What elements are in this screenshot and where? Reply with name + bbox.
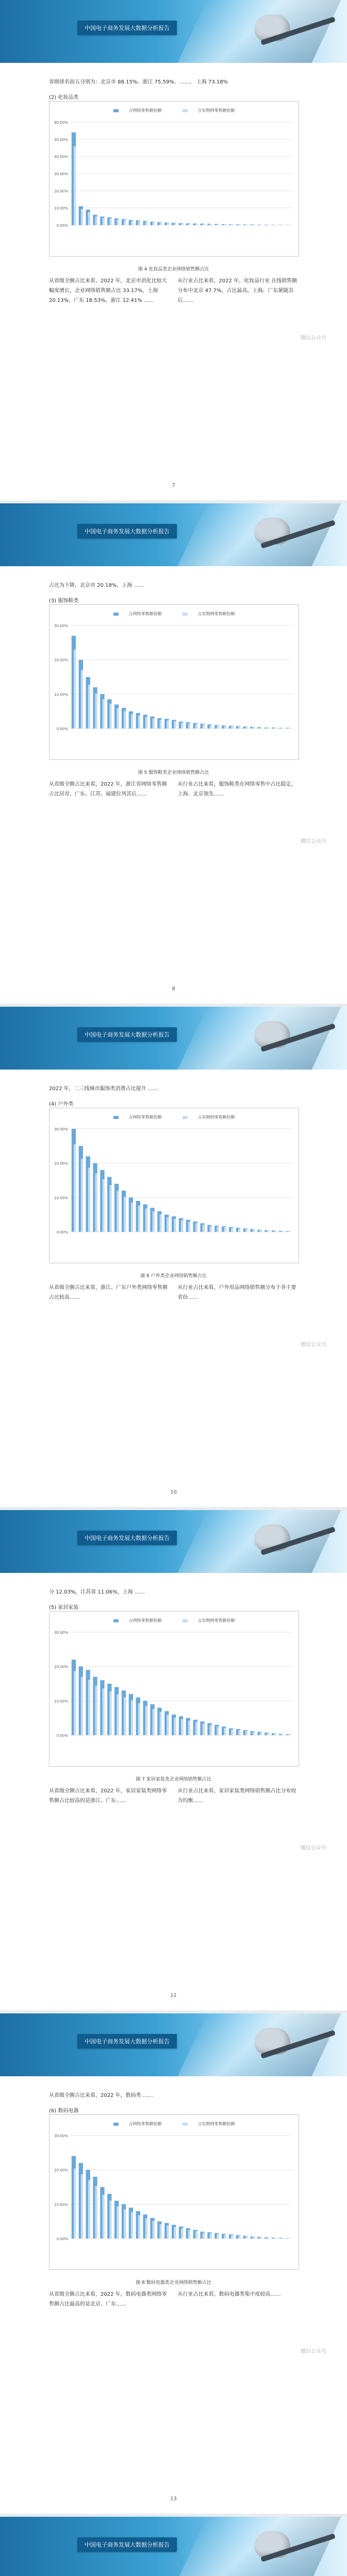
chart-bar-secondary xyxy=(245,1229,247,1232)
chart-bar-secondary xyxy=(117,1191,119,1232)
banner-title: 中国电子商务发展大数据分析报告 xyxy=(77,1027,177,1042)
page-number: 13 xyxy=(170,2496,177,2502)
chart-bar-secondary xyxy=(224,224,226,225)
chart-bar-secondary xyxy=(124,1197,126,1232)
chart-bar-secondary xyxy=(188,2230,190,2239)
chart-bar-secondary xyxy=(195,1223,197,1232)
body-column-right: 从行业占比来看，户外用品网络销售额分布于各主要省份…… xyxy=(177,1285,296,1300)
chart-container xyxy=(49,604,299,760)
chart-bar-secondary xyxy=(95,2186,97,2239)
chart-bar-secondary xyxy=(81,1677,83,1735)
y-tick-label: 10.00% xyxy=(54,2202,68,2207)
chart-bar-secondary xyxy=(203,224,205,225)
legend-label-b: 占实物网零售额份额 xyxy=(197,1618,235,1623)
chart-bar-secondary xyxy=(188,224,190,225)
chart-bar-secondary xyxy=(245,1731,247,1736)
legend-label-a: 占网络零售额份额 xyxy=(128,108,162,113)
y-tick-label: 30.00% xyxy=(54,2134,68,2138)
legend-label-a: 占网络零售额份额 xyxy=(128,1618,162,1623)
chart-bar-secondary xyxy=(109,2200,111,2239)
chart-bar-secondary xyxy=(181,1719,183,1735)
chart-bar-secondary xyxy=(174,721,176,728)
chart-bar-secondary xyxy=(109,1185,111,1232)
document-page xyxy=(0,0,347,500)
chart-bar-secondary xyxy=(145,1209,147,1232)
legend-label-a: 占网络零售额份额 xyxy=(128,1115,162,1120)
chart-bar-secondary xyxy=(245,2236,247,2239)
y-tick-label: 20.00% xyxy=(54,658,68,663)
chart-bar-secondary xyxy=(195,224,197,225)
chart-bar-secondary xyxy=(274,2238,276,2239)
document-page xyxy=(0,1510,347,2010)
chart-bar-secondary xyxy=(209,725,211,728)
chart-bar-secondary xyxy=(88,1167,90,1232)
lead-paragraph: 分 12.03%，江苏省 11.06%，上海 …… xyxy=(49,1589,145,1595)
chart-bar-secondary xyxy=(74,650,76,728)
chart-bar-secondary xyxy=(267,1230,269,1232)
figure-caption: 图 7 家居家装类企业网络销售额占比 xyxy=(136,1777,211,1782)
chart-bar-secondary xyxy=(167,720,169,728)
chart-bar-secondary xyxy=(288,1734,290,1735)
chart-bar-secondary xyxy=(238,726,240,728)
page-number: 11 xyxy=(170,1993,177,1998)
chart-bar-secondary xyxy=(231,2235,233,2239)
section-heading: (4) 户外类 xyxy=(49,1101,74,1107)
chart-bar-secondary xyxy=(153,1211,155,1232)
chart-container xyxy=(49,101,299,257)
y-tick-label: 30.00% xyxy=(54,1127,68,1131)
chart-bar-secondary xyxy=(138,1703,140,1735)
bar-chart xyxy=(49,1108,299,1263)
bar-chart xyxy=(49,2115,299,2269)
chart-bar-secondary xyxy=(195,2231,197,2239)
document-page xyxy=(0,2013,347,2514)
lead-paragraph: 从省级全额占比来看，2022 年，数码类 …… xyxy=(49,2093,153,2098)
page-banner xyxy=(0,1007,347,1070)
section-heading: (5) 家居家装 xyxy=(49,1605,79,1611)
chart-bar-secondary xyxy=(88,212,90,226)
chart-bar-secondary xyxy=(181,1220,183,1232)
chart-bar-secondary xyxy=(153,1709,155,1735)
y-tick-label: 20.00% xyxy=(54,1161,68,1166)
bar-chart xyxy=(49,101,299,256)
chart-bar-secondary xyxy=(267,2238,269,2239)
figure-caption: 图 6 户外类企业网络销售额占比 xyxy=(140,1274,207,1279)
document-page xyxy=(0,2517,347,2576)
chart-bar-secondary xyxy=(102,699,104,728)
y-tick-label: 10.00% xyxy=(54,1196,68,1200)
chart-bar-secondary xyxy=(153,718,155,728)
chart-bar-secondary xyxy=(224,726,226,728)
chart-bar-secondary xyxy=(288,2238,290,2239)
chart-bar-secondary xyxy=(109,1691,111,1735)
chart-bar-secondary xyxy=(138,716,140,729)
chart-bar-secondary xyxy=(181,2228,183,2239)
page-number: 10 xyxy=(170,1489,177,1495)
chart-bar-secondary xyxy=(260,2237,262,2239)
y-tick-label: 60.00% xyxy=(54,121,68,125)
y-tick-label: 0.00% xyxy=(56,224,68,228)
chart-bar-secondary xyxy=(131,1202,133,1232)
chart-bar-secondary xyxy=(231,726,233,728)
watermark: 微信公众号 xyxy=(301,335,326,341)
y-tick-label: 30.00% xyxy=(54,172,68,176)
chart-bar-secondary xyxy=(281,1231,283,1232)
chart-bar-secondary xyxy=(117,2207,119,2239)
chart-bar-secondary xyxy=(117,1694,119,1735)
chart-bar-secondary xyxy=(174,1718,176,1735)
chart-bar-secondary xyxy=(231,1228,233,1232)
chart-bar-secondary xyxy=(203,2233,205,2239)
watermark: 微信公众号 xyxy=(301,1845,326,1851)
document-page xyxy=(0,1007,347,1507)
chart-bar-secondary xyxy=(131,2212,133,2239)
chart-bar-secondary xyxy=(217,1227,219,1232)
chart-bar-secondary xyxy=(167,2226,169,2239)
chart-bar-secondary xyxy=(124,1697,126,1735)
y-tick-label: 20.00% xyxy=(54,189,68,194)
chart-bar-secondary xyxy=(203,1723,205,1735)
document-page xyxy=(0,503,347,1004)
y-tick-label: 40.00% xyxy=(54,155,68,159)
chart-bar-secondary xyxy=(117,219,119,225)
chart-bar-secondary xyxy=(209,224,211,225)
chart-bar-secondary xyxy=(131,221,133,226)
chart-bar-secondary xyxy=(267,727,269,728)
section-heading: (3) 服饰鞋类 xyxy=(49,598,79,604)
watermark: 微信公众号 xyxy=(301,2349,326,2354)
chart-bar-secondary xyxy=(217,2234,219,2239)
chart-bar-secondary xyxy=(167,223,169,225)
legend-label-a: 占网络零售额份额 xyxy=(128,2122,162,2126)
chart-bar-secondary xyxy=(274,1231,276,1232)
lead-paragraph: 省级排名前五分别为：北京市 88.15%、浙江 75.59%、……、 上海 73.18% xyxy=(49,79,228,85)
chart-bar-secondary xyxy=(95,1174,97,1232)
y-tick-label: 10.00% xyxy=(54,1699,68,1704)
figure-caption: 图 4 化妆品类企业网络销售额占比 xyxy=(138,267,209,272)
chart-bar-secondary xyxy=(88,1680,90,1735)
banner-title: 中国电子商务发展大数据分析报告 xyxy=(77,1531,177,1545)
banner-title: 中国电子商务发展大数据分析报告 xyxy=(77,2034,177,2048)
chart-bar-secondary xyxy=(81,209,83,225)
chart-bar-secondary xyxy=(74,1144,76,1232)
figure-caption: 图 5 服饰鞋类企业网络销售额占比 xyxy=(138,770,209,775)
chart-bar-secondary xyxy=(88,685,90,728)
chart-bar-secondary xyxy=(224,1728,226,1735)
body-column-right: 从行业占比来看，2022 年，化妆品行业 在线销售额分布中北京 47.7%，占比最高，上海、广东紧随其后…… xyxy=(177,278,298,303)
chart-bar-secondary xyxy=(145,1706,147,1735)
chart-bar-secondary xyxy=(145,2218,147,2239)
chart-bar-secondary xyxy=(159,2224,161,2239)
chart-bar-secondary xyxy=(109,218,111,225)
page-banner xyxy=(0,2013,347,2076)
chart-bar-secondary xyxy=(102,2195,104,2239)
chart-bar-secondary xyxy=(167,1217,169,1232)
chart-bar-secondary xyxy=(74,1671,76,1735)
y-tick-label: 50.00% xyxy=(54,138,68,142)
legend-label-b: 占实物网零售额份额 xyxy=(197,1115,235,1120)
page-banner xyxy=(0,2517,347,2576)
chart-bar-secondary xyxy=(260,1732,262,1735)
chart-bar-secondary xyxy=(153,2221,155,2239)
section-heading: (2) 化妆品类 xyxy=(49,95,79,100)
y-tick-label: 30.00% xyxy=(54,1631,68,1635)
chart-bar-secondary xyxy=(74,146,76,225)
chart-bar-secondary xyxy=(274,727,276,728)
banner-title: 中国电子商务发展大数据分析报告 xyxy=(77,21,177,35)
body-column-left: 从省级全额占比来看，浙江、广东户外类网络零售额占比较高…… xyxy=(49,1285,168,1300)
legend-label-b: 占实物网零售额份额 xyxy=(197,2122,235,2126)
chart-bar-secondary xyxy=(288,1231,290,1232)
chart-bar-secondary xyxy=(253,2237,255,2239)
chart-container xyxy=(49,1611,299,1767)
body-column-right: 从行业占比来看，数码电器类集中度较高…… xyxy=(177,2292,281,2297)
chart-bar-secondary xyxy=(159,1712,161,1735)
chart-bar-secondary xyxy=(231,1730,233,1735)
chart-bar-secondary xyxy=(188,1721,190,1735)
body-column-left: 从省级全额占比来看，2022 年，北京市消化比较大幅度增长，企业网络销售额占比 33.17%，上海 20.13%，广东 18.53%，浙江 12.41% …… xyxy=(49,278,167,303)
chart-bar-secondary xyxy=(174,2227,176,2239)
chart-bar-secondary xyxy=(109,704,111,728)
chart-bar-secondary xyxy=(124,2209,126,2239)
chart-bar-secondary xyxy=(217,224,219,225)
chart-bar-secondary xyxy=(209,1226,211,1232)
chart-bar-secondary xyxy=(260,727,262,728)
bar-chart xyxy=(49,605,299,759)
chart-bar-secondary xyxy=(281,1734,283,1735)
chart-bar-secondary xyxy=(174,1219,176,1232)
chart-bar-secondary xyxy=(145,222,147,225)
chart-bar-secondary xyxy=(238,1228,240,1232)
y-tick-label: 10.00% xyxy=(54,206,68,211)
chart-bar-secondary xyxy=(253,727,255,728)
chart-bar-secondary xyxy=(88,2180,90,2239)
lead-paragraph: 2022 年，二三线城市服饰类消费占比提升 …… xyxy=(49,1086,158,1092)
y-tick-label: 0.00% xyxy=(56,727,68,731)
chart-bar-secondary xyxy=(238,1730,240,1735)
page-banner xyxy=(0,0,347,63)
body-column-left: 从省级全额占比来看，2022 年，家居家装类网络零售额占比较高的是浙江、广东…… xyxy=(49,1788,167,1804)
chart-bar-secondary xyxy=(167,1715,169,1735)
chart-bar-secondary xyxy=(74,2168,76,2239)
chart-bar-secondary xyxy=(188,723,190,728)
chart-bar-secondary xyxy=(138,1206,140,1232)
chart-bar-secondary xyxy=(267,1733,269,1735)
chart-bar-secondary xyxy=(138,2215,140,2239)
chart-container xyxy=(49,1108,299,1263)
y-tick-label: 20.00% xyxy=(54,1665,68,1669)
body-column-right: 从行业占比来看，家居家装类网络销售额占比分布较为均衡…… xyxy=(177,1788,296,1804)
chart-bar-secondary xyxy=(131,714,133,728)
chart-bar-secondary xyxy=(153,222,155,225)
legend-label-b: 占实物网零售额份额 xyxy=(197,108,235,113)
legend-label-a: 占网络零售额份额 xyxy=(128,612,162,616)
chart-bar-secondary xyxy=(174,223,176,225)
y-tick-label: 20.00% xyxy=(54,2168,68,2173)
chart-container xyxy=(49,2114,299,2270)
y-tick-label: 10.00% xyxy=(54,692,68,697)
banner-title: 中国电子商务发展大数据分析报告 xyxy=(77,2537,177,2552)
two-column-body xyxy=(49,1786,298,1806)
lead-paragraph: 占比为下降，北京市 20.18%，上海 …… xyxy=(49,583,144,588)
chart-bar-secondary xyxy=(209,2233,211,2239)
chart-bar-secondary xyxy=(95,216,97,225)
y-tick-label: 0.00% xyxy=(56,2237,68,2241)
chart-bar-secondary xyxy=(181,224,183,225)
two-column-body xyxy=(49,2290,298,2309)
chart-bar-secondary xyxy=(195,724,197,728)
chart-bar-secondary xyxy=(224,2234,226,2239)
two-column-body xyxy=(49,1283,298,1302)
chart-bar-secondary xyxy=(203,1225,205,1232)
chart-bar-secondary xyxy=(131,1700,133,1735)
legend-label-b: 占实物网零售额份额 xyxy=(197,612,235,616)
chart-bar-secondary xyxy=(159,1214,161,1232)
chart-bar-secondary xyxy=(81,2174,83,2239)
chart-bar-secondary xyxy=(224,1227,226,1232)
page-number: 8 xyxy=(172,986,175,992)
chart-bar-secondary xyxy=(81,670,83,728)
watermark: 微信公众号 xyxy=(301,1342,326,1348)
chart-bar-secondary xyxy=(245,727,247,728)
chart-bar-secondary xyxy=(138,221,140,225)
y-tick-label: 0.00% xyxy=(56,1230,68,1234)
page-banner xyxy=(0,503,347,566)
chart-bar-secondary xyxy=(195,1722,197,1736)
chart-bar-secondary xyxy=(81,1159,83,1232)
chart-bar-secondary xyxy=(181,723,183,728)
chart-bar-secondary xyxy=(117,708,119,728)
banner-title: 中国电子商务发展大数据分析报告 xyxy=(77,524,177,538)
chart-bar-secondary xyxy=(253,1229,255,1232)
chart-bar-secondary xyxy=(260,1230,262,1232)
watermark: 微信公众号 xyxy=(301,839,326,844)
page-number: 7 xyxy=(172,483,175,488)
chart-bar-secondary xyxy=(203,724,205,728)
chart-bar-secondary xyxy=(281,2238,283,2239)
body-column-right: 从行业占比来看，服饰鞋类在网络零售中占比稳定，上海、北京领先…… xyxy=(177,782,296,797)
chart-bar-secondary xyxy=(102,1688,104,1735)
bar-chart xyxy=(49,1612,299,1766)
chart-bar-secondary xyxy=(124,711,126,728)
figure-caption: 图 8 数码电器类企业网络销售额占比 xyxy=(136,2280,211,2285)
chart-bar-secondary xyxy=(274,1734,276,1735)
y-tick-label: 30.00% xyxy=(54,624,68,628)
chart-bar-secondary xyxy=(209,1725,211,1735)
page-banner xyxy=(0,1510,347,1573)
section-heading: (6) 数码电器 xyxy=(49,2108,79,2114)
chart-bar-secondary xyxy=(188,1222,190,1232)
body-column-left: 从省级全额占比来看，2022 年，浙江省网络零售额占比居首，广东、江苏、福建位列其后…… xyxy=(49,782,167,797)
two-column-body xyxy=(49,779,298,799)
chart-bar-secondary xyxy=(238,2235,240,2239)
chart-bar-secondary xyxy=(124,220,126,225)
chart-bar-secondary xyxy=(95,1686,97,1735)
chart-bar-secondary xyxy=(253,1732,255,1735)
chart-bar-secondary xyxy=(217,725,219,728)
chart-bar-secondary xyxy=(102,1179,104,1232)
chart-bar-secondary xyxy=(159,720,161,728)
chart-bar-secondary xyxy=(145,717,147,728)
chart-bar-secondary xyxy=(95,693,97,728)
two-column-body xyxy=(49,276,298,306)
body-column-left: 从省级全额占比来看，2022 年，数码电器类网络零售额占比最高的是北京、广东…… xyxy=(49,2292,167,2307)
chart-bar-secondary xyxy=(159,223,161,225)
y-tick-label: 0.00% xyxy=(56,1734,68,1738)
chart-bar-secondary xyxy=(102,218,104,225)
chart-bar-secondary xyxy=(217,1726,219,1735)
